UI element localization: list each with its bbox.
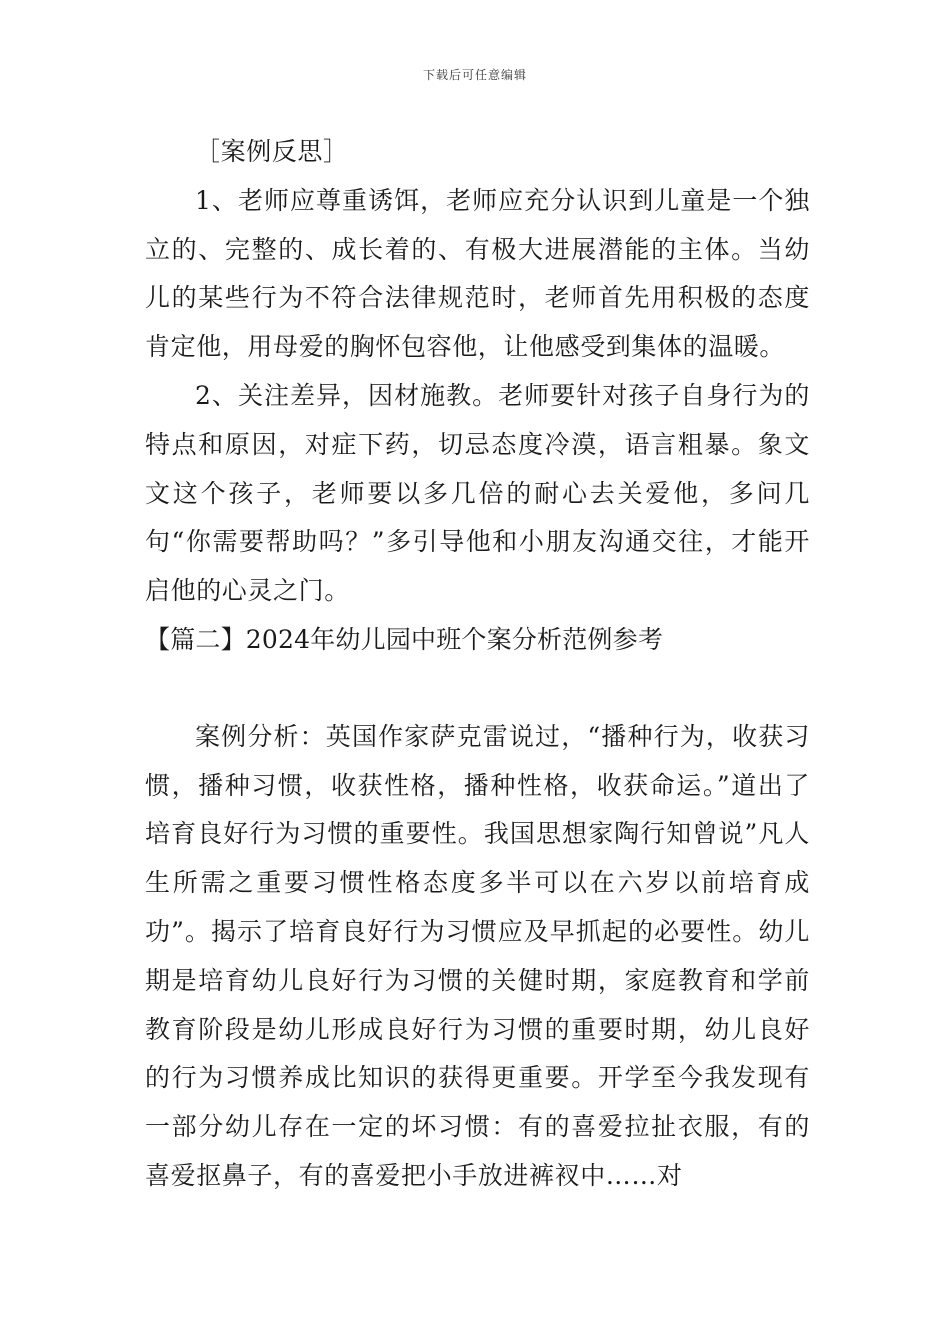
case-reflection-heading: ［案例反思］ (195, 137, 349, 166)
document-body (145, 128, 810, 1201)
case-analysis-paragraph: 案例分析：英国作家萨克雷说过，“播种行为，收获习惯，播种习惯，收获性格，播种性格，收获命运。”道出了培育良好行为习惯的重要性。我国思想家陶行知曾说”凡人生所需之重要习惯性格态度多半可以在六岁以前培育成功”。揭示了培育良好行为习惯应及早抓起的必要性。幼儿期是培育幼儿良好行为习惯的关健时期，家庭教育和学前教育阶段是幼儿形成良好行为习惯的重要时期，幼儿良好的行为习惯养成比知识的获得更重要。开学至今我发现有一部分幼儿存在一定的坏习惯：有的喜爱拉扯衣服，有的喜爱抠鼻子，有的喜爱把小手放进裤衩中……对 (145, 721, 810, 1190)
reflection-paragraph-2: 2、关注差异，因材施教。老师要针对孩子自身行为的特点和原因，对症下药，切忌态度冷漠，语言粗暴。象文文这个孩子，老师要以多几倍的耐心去关爱他，多问几句“你需要帮助吗？”多引导他和小朋友沟通交往，才能开启他的心灵之门。 (145, 380, 810, 606)
section-spacer (145, 665, 810, 713)
section-title: 【篇二】2024年幼儿园中班个案分析范例参考 (145, 624, 664, 654)
reflection-paragraph-1: 1、老师应尊重诱饵，老师应充分认识到儿童是一个独立的、完整的、成长着的、有极大进展潜能的主体。当幼儿的某些行为不符合法律规范时，老师首先用积极的态度肯定他，用母爱的胸怀包容他，让他感受到集体的温暖。 (145, 185, 810, 362)
header-note: 下载后可任意编辑 (422, 68, 527, 82)
